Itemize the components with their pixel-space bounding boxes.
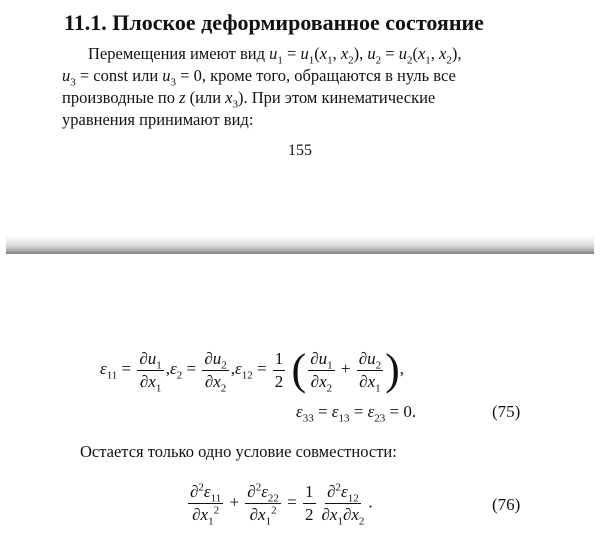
paragraph-line-1: Перемещения имеют вид $u_1 = u_1(x_1$, $x_2$), $u_2 = u_2(x_1$, $x_2$), [88, 44, 462, 67]
paragraph-line-3-tail: ). При этом кинематические [238, 88, 436, 107]
compatibility-equation: $\frac{\partial^2\varepsilon_{11}}{\partial x_1^2}$ + $\frac{\partial^2\varepsilon_{22}}{\partial x_1^2}$ = $\frac{1}{2}$ $\frac{\partial^2\varepsilon_{12}}{\partial x_1\partial x_2}$ . [190, 481, 373, 528]
paragraph-line-2: $u_3$ = const или $u_3 = 0$, кроме того, обращаются в нуль все [62, 66, 456, 89]
compatibility-text: Остается только одно условие совместности: [80, 442, 397, 461]
top-page [0, 0, 600, 236]
paragraph-line-3-or: (или [189, 88, 222, 107]
equation-number-76: (76) [492, 495, 521, 514]
strain-equation-line-2: $\varepsilon_{33} = \varepsilon_{13} = \varepsilon_{23} = 0$. [296, 402, 417, 425]
paragraph-line-4: уравнения принимают вид: [62, 110, 254, 129]
bottom-page [0, 252, 600, 550]
page-number: 155 [288, 142, 312, 159]
paragraph-line-3: производные по z (или $x_3$). При этом кинематические [62, 88, 436, 111]
page-divider [6, 236, 594, 252]
strain-equation-line-1: $\varepsilon_{11}$ = $\frac{\partial u_1}{\partial x_1}$ $,\varepsilon_2$ = $\frac{\partial u_2}{\partial x_2}$ $,\varepsilon_{12}$ = $\frac{1}{2}$ ( $\frac{\partial u_1}{\partial x_2}$ + $\frac{\partial u_2}{\partial x_1}$ ), [100, 345, 405, 394]
intro-paragraph [62, 43, 534, 131]
section-title: 11.1. Плоское деформированное состояние [64, 10, 484, 35]
paragraph-line-3-text: производные по [62, 88, 175, 107]
paragraph-line-1-text: Перемещения имеют вид [88, 44, 266, 63]
equation-number-75: (75) [492, 402, 521, 421]
paragraph-line-2-tail: , кроме того, обращаются в нуль все [201, 66, 456, 85]
